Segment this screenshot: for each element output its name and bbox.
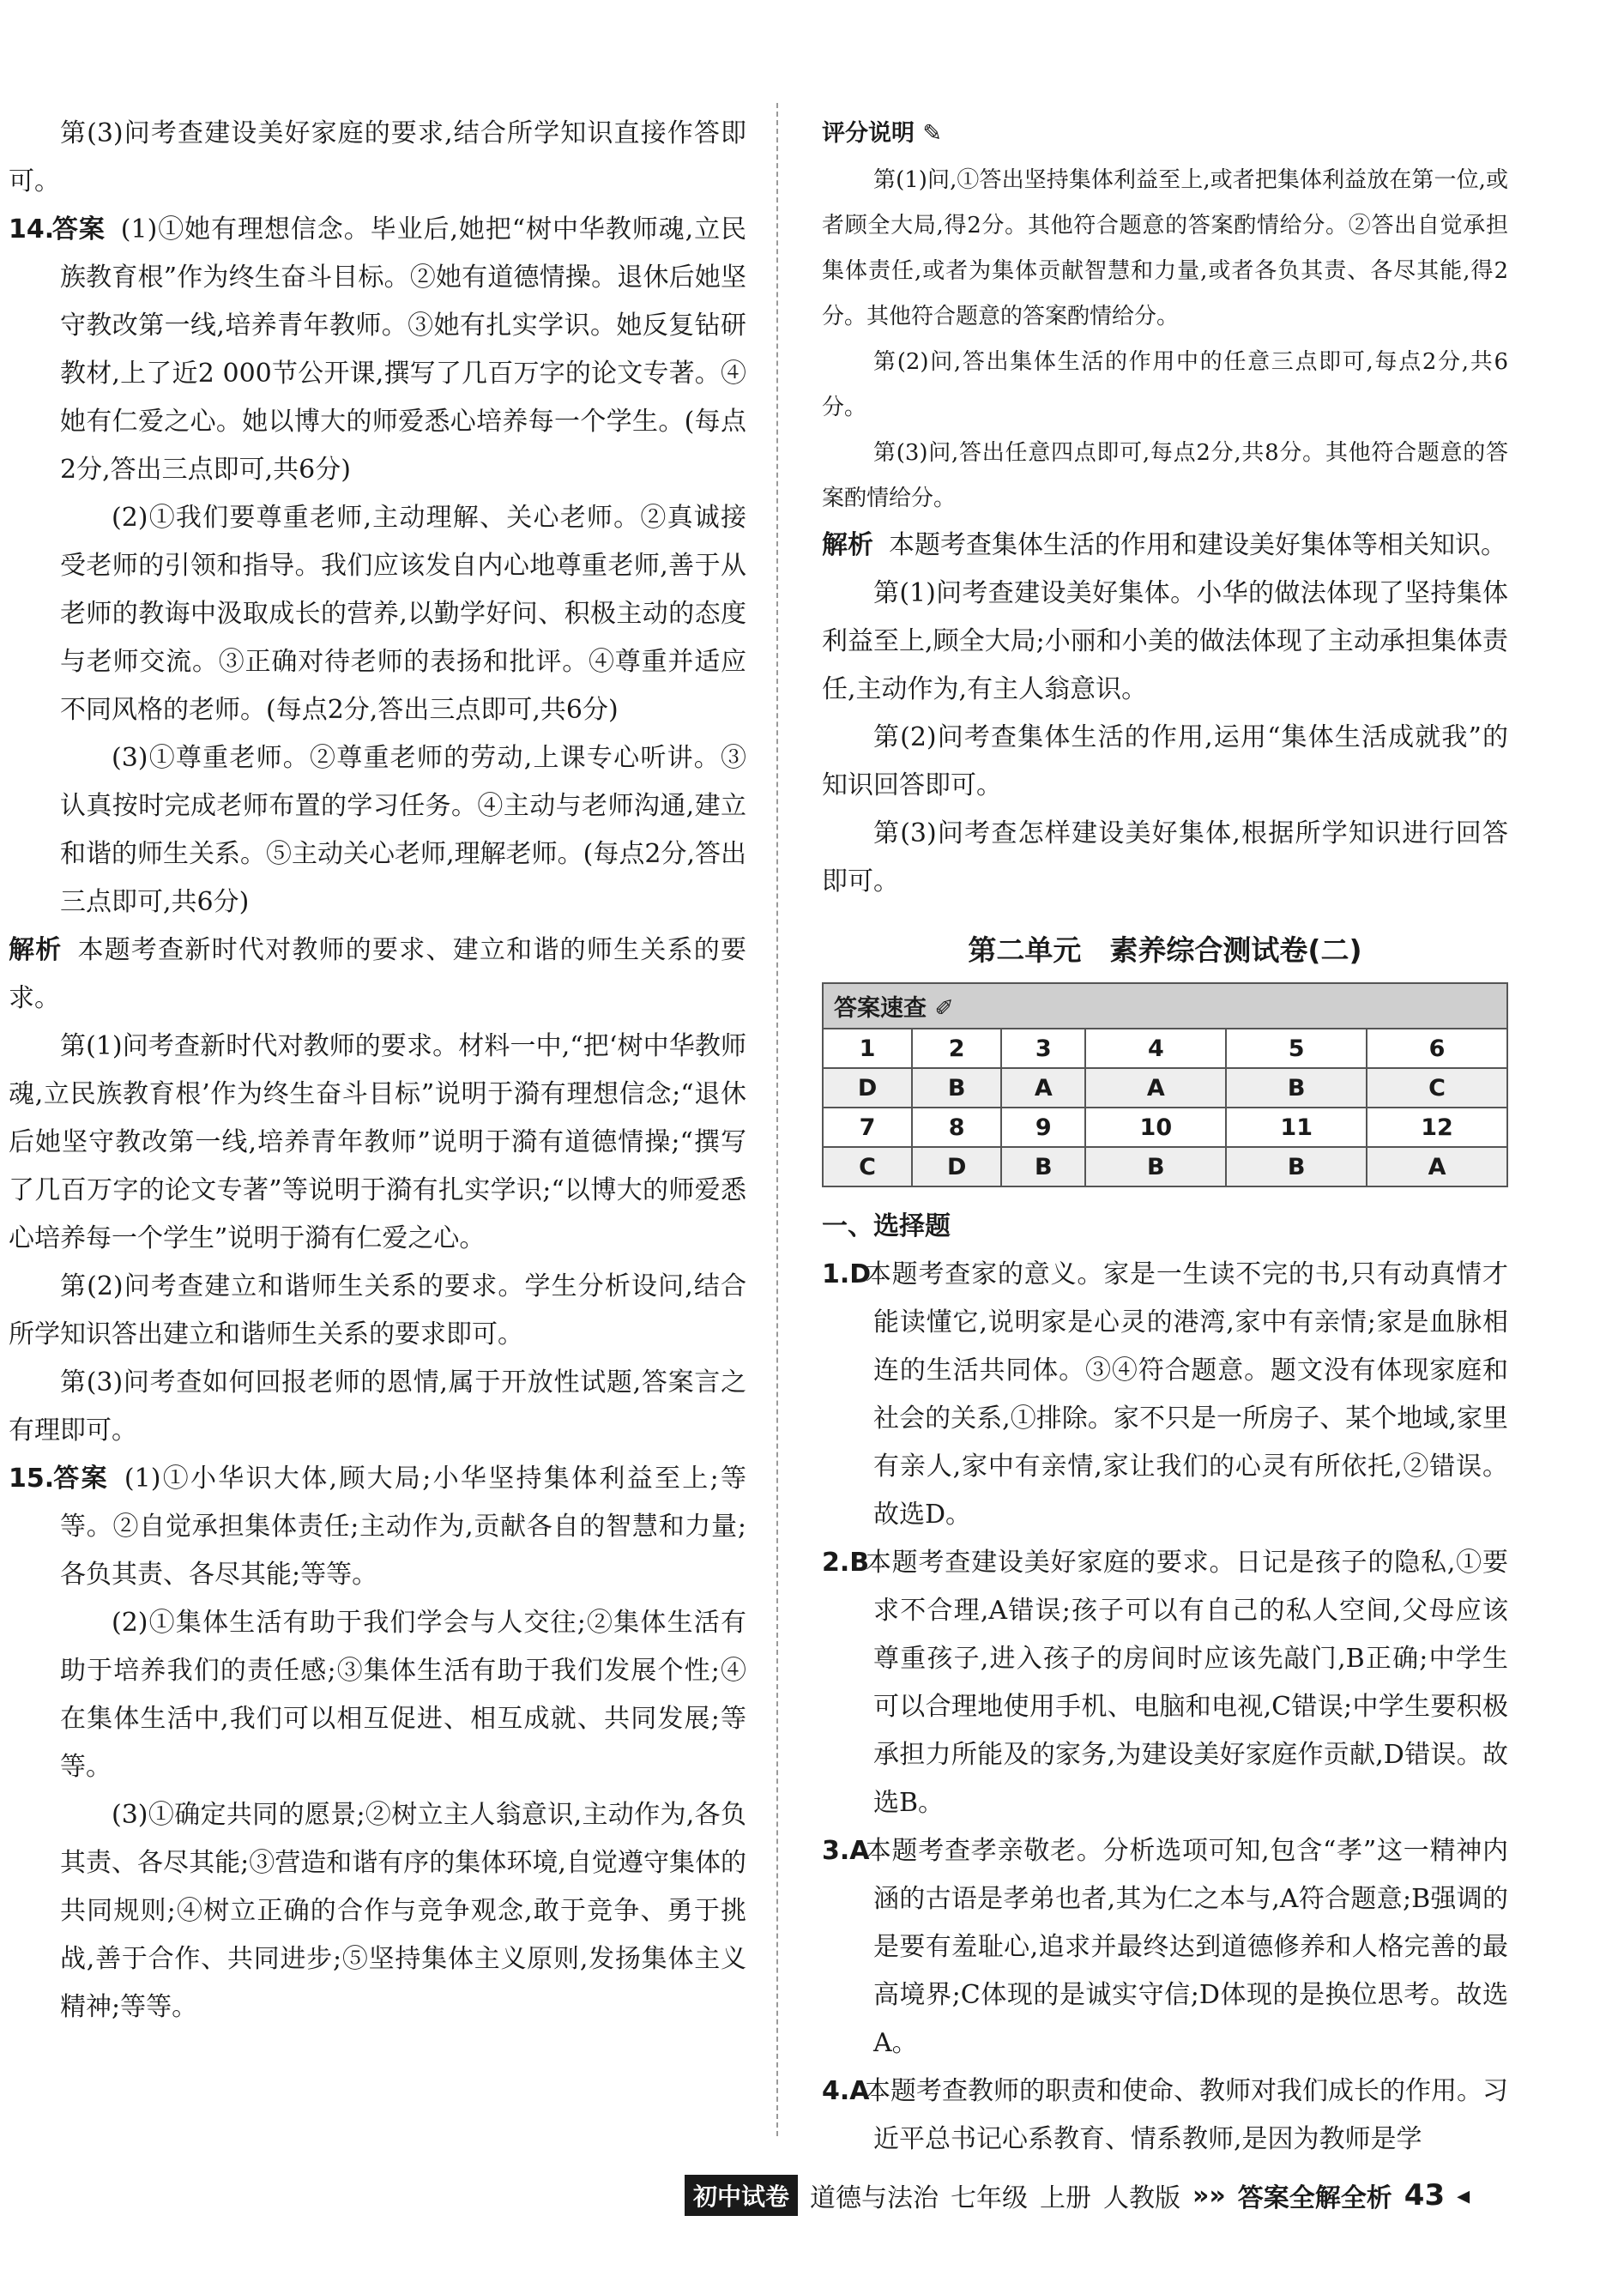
footer-grade: 七年级	[951, 2183, 1029, 2213]
footer-subject: 道德与法治	[810, 2183, 939, 2213]
q15-answer-1	[9, 1455, 747, 1599]
question-number: 15.	[9, 1464, 55, 1494]
series-badge: 初中试卷	[685, 2175, 798, 2216]
scoring-notes-title: 评分说明 ✎	[822, 120, 943, 147]
scoring-note-2: 第(2)问,答出集体生活的作用中的任意三点即可,每点2分,共6分。	[822, 349, 1508, 420]
page-number: 43	[1404, 2178, 1446, 2213]
answer-table-cell: 12	[1367, 1108, 1507, 1147]
answer-label: 答案	[51, 214, 106, 244]
mc-answer-1: 1.D本题考查家的意义。家是一生读不完的书,只有动真情才能读懂它,说明家是心灵的港湾,家中有亲情;家是血脉相连的生活共同体。③④符合题意。题文没有体现家庭和社会的关系,①排除。家不只是一所房子、某个地域,家里有亲人,家中有亲情,家让我们的心灵有所依托,②错误。故选D。	[873, 1251, 1508, 1539]
answer-table-cell: B	[912, 1068, 1001, 1108]
q13-analysis-part3: 第(3)问考查建设美好家庭的要求,结合所学知识直接作答即可。	[9, 118, 746, 196]
answer-table-cell: 7	[823, 1108, 912, 1147]
q14-analysis-2: 第(2)问考查建立和谐师生关系的要求。学生分析设问,结合所学知识答出建立和谐师生关系的要求即可。	[9, 1271, 746, 1349]
q15-answer-3: (3)①确定共同的愿景;②树立主人翁意识,主动作为,各负其责、各尽其能;③营造和谐有序的集体环境,自觉遵守集体的共同规则;④树立正确的合作与竞争观念,敢于竞争、勇于挑战,善于合作、共同进步;⑤坚持集体主义原则,发扬集体主义精神;等等。	[60, 1800, 746, 2022]
mc-answer-4: 4.A本题考查教师的职责和使命、教师对我们成长的作用。习近平总书记心系教育、情系教师,是因为教师是学	[873, 2068, 1508, 2164]
footer-volume: 上册	[1040, 2183, 1092, 2213]
question-number: 1.D	[822, 1259, 872, 1289]
answer-table-cell: A	[1001, 1068, 1085, 1108]
analysis-text: 本题考查新时代对教师的要求、建立和谐的师生关系的要求。	[9, 935, 747, 1013]
q15-analysis	[822, 522, 1508, 570]
answer-table-cell: 9	[1001, 1108, 1085, 1147]
question-number: 2.B	[822, 1548, 870, 1578]
answer-table-cell: C	[1367, 1068, 1507, 1108]
unit-title: 第二单元 素养综合测试卷(二)	[968, 933, 1362, 967]
answer-table-cell: A	[1367, 1147, 1507, 1186]
answer-table-cell: D	[912, 1147, 1001, 1186]
analysis-label: 解析	[9, 935, 63, 965]
answer-table-cell: B	[1001, 1147, 1085, 1186]
q15-analysis-1: 第(1)问考查建设美好集体。小华的做法体现了坚持集体利益至上,顾全大局;小丽和小美的做法体现了主动承担集体责任,主动作为,有主人翁意识。	[822, 578, 1508, 704]
answer-table-cell: C	[823, 1147, 912, 1186]
question-number: 3.A	[822, 1836, 870, 1866]
answer-table-cell: 2	[912, 1029, 1001, 1068]
q14-answer-1	[9, 206, 747, 494]
answer-table-cell: 1	[823, 1029, 912, 1068]
answer-table-cell: B	[1226, 1147, 1367, 1186]
analysis-label: 解析	[822, 530, 873, 560]
answer-table-header: 答案速查 ✐	[823, 983, 1507, 1029]
choice-answers	[822, 1251, 1508, 2164]
answer-table-cell: D	[823, 1068, 912, 1108]
answer-text: (1)①她有理想信念。毕业后,她把“树中华教师魂,立民族教育根”作为终生奋斗目标。②她有道德情操。退休后她坚守教改第一线,培养青年教师。③她有扎实学识。她反复钻研教材,上了近2 000节公开课,撰写了几百万字的论文专著。④她有仁爱之心。她以博大的师爱悉心培养每一个学生。(每点2分,答出三点即可,共6分)	[60, 214, 747, 485]
question-number: 14.	[9, 214, 55, 244]
q14-block	[9, 206, 746, 927]
q14-answer-3: (3)①尊重老师。②尊重老师的劳动,上课专心听讲。③认真按时完成老师布置的学习任务。④主动与老师沟通,建立和谐的师生关系。⑤主动关心老师,理解老师。(每点2分,答出三点即可,共6分)	[60, 743, 746, 917]
q14-analysis	[9, 927, 746, 1023]
q15-answer-2: (2)①集体生活有助于我们学会与人交往;②集体生活有助于培养我们的责任感;③集体生活有助于我们发展个性;④在集体生活中,我们可以相互促进、相互成就、共同发展;等等。	[60, 1608, 746, 1782]
q14-answer-2: (2)①我们要尊重老师,主动理解、关心老师。②真诚接受老师的引领和指导。我们应该发自内心地尊重老师,善于从老师的教诲中汲取成长的营养,以勤学好问、积极主动的态度与老师交流。③正确对待老师的表扬和批评。④尊重并适应不同风格的老师。(每点2分,答出三点即可,共6分)	[60, 503, 746, 725]
answer-table-cell: 8	[912, 1108, 1001, 1147]
answer-table-row	[823, 1029, 1507, 1068]
answer-label: 答案	[51, 1464, 109, 1494]
answer-table-cell: 5	[1226, 1029, 1367, 1068]
answer-table-cell: 4	[1085, 1029, 1226, 1068]
q15-analysis-2: 第(2)问考查集体生活的作用,运用“集体生活成就我”的知识回答即可。	[822, 722, 1508, 800]
question-number: 4.A	[822, 2076, 870, 2106]
answer-table-cell: 3	[1001, 1029, 1085, 1068]
page-footer	[685, 2175, 1470, 2216]
right-column	[822, 110, 1508, 2164]
scoring-note-3: 第(3)问,答出任意四点即可,每点2分,共8分。其他符合题意的答案酌情给分。	[822, 440, 1508, 511]
answer-quick-table	[822, 982, 1508, 1187]
column-divider	[776, 103, 778, 2136]
q15-block	[9, 1455, 746, 2031]
scoring-note-1: 第(1)问,①答出坚持集体利益至上,或者把集体利益放在第一位,或者顾全大局,得2分。其他符合题意的答案酌情给分。②答出自觉承担集体责任,或者为集体贡献智慧和力量,或者各负其责、各尽其能,得2分。其他符合题意的答案酌情给分。	[822, 167, 1508, 329]
analysis-text: 本题考查集体生活的作用和建设美好集体等相关知识。	[889, 530, 1506, 560]
footer-answer-label: 答案全解全析	[1237, 2183, 1392, 2213]
section-heading: 一、选择题	[822, 1211, 951, 1241]
answer-table-cell: 10	[1085, 1108, 1226, 1147]
answer-table-row	[823, 1068, 1507, 1108]
answer-text: (1)①小华识大体,顾大局;小华坚持集体利益至上;等等。②自觉承担集体责任;主动作为,贡献各自的智慧和力量;各负其责、各尽其能;等等。	[60, 1464, 747, 1590]
footer-edition: 人教版	[1103, 2183, 1181, 2213]
mc-answer-2: 2.B本题考查建设美好家庭的要求。日记是孩子的隐私,①要求不合理,A错误;孩子可以有自己的私人空间,父母应该尊重孩子,进入孩子的房间时应该先敲门,B正确;中学生可以合理地使用手机、电脑和电视,C错误;中学生要积极承担力所能及的家务,为建设美好家庭作贡献,D错误。故选B。	[873, 1539, 1508, 1827]
answer-table-cell: 6	[1367, 1029, 1507, 1068]
triangle-left-icon: ◂	[1457, 2180, 1470, 2211]
q14-analysis-3: 第(3)问考查如何回报老师的恩情,属于开放性试题,答案言之有理即可。	[9, 1367, 746, 1446]
q14-analysis-1: 第(1)问考查新时代对教师的要求。材料一中,“把‘树中华教师魂,立民族教育根’作为终生奋斗目标”说明于漪有理想信念;“退休后她坚守教改第一线,培养青年教师”说明于漪有道德情操;“撰写了几百万字的论文专著”等说明于漪有扎实学识;“以博大的师爱悉心培养每一个学生”说明于漪有仁爱之心。	[9, 1031, 746, 1253]
answer-table-cell: A	[1085, 1068, 1226, 1108]
answer-table-cell: B	[1226, 1068, 1367, 1108]
pencil-icon: ✐	[934, 995, 955, 1022]
answer-table-row	[823, 1108, 1507, 1147]
q15-analysis-3: 第(3)问考查怎样建设美好集体,根据所学知识进行回答即可。	[822, 818, 1508, 896]
mc-answer-3: 3.A本题考查孝亲敬老。分析选项可知,包含“孝”这一精神内涵的古语是孝弟也者,其为仁之本与,A符合题意;B强调的是要有羞耻心,追求并最终达到道德修养和人格完善的最高境界;C体现的是诚实守信;D体现的是换位思考。故选A。	[873, 1827, 1508, 2068]
left-column	[9, 110, 746, 2031]
answer-table-cell: 11	[1226, 1108, 1367, 1147]
answer-table-row	[823, 1147, 1507, 1186]
leaf-icon: ✎	[922, 120, 943, 147]
arrows-icon: »»	[1192, 2180, 1226, 2211]
answer-table-cell: B	[1085, 1147, 1226, 1186]
